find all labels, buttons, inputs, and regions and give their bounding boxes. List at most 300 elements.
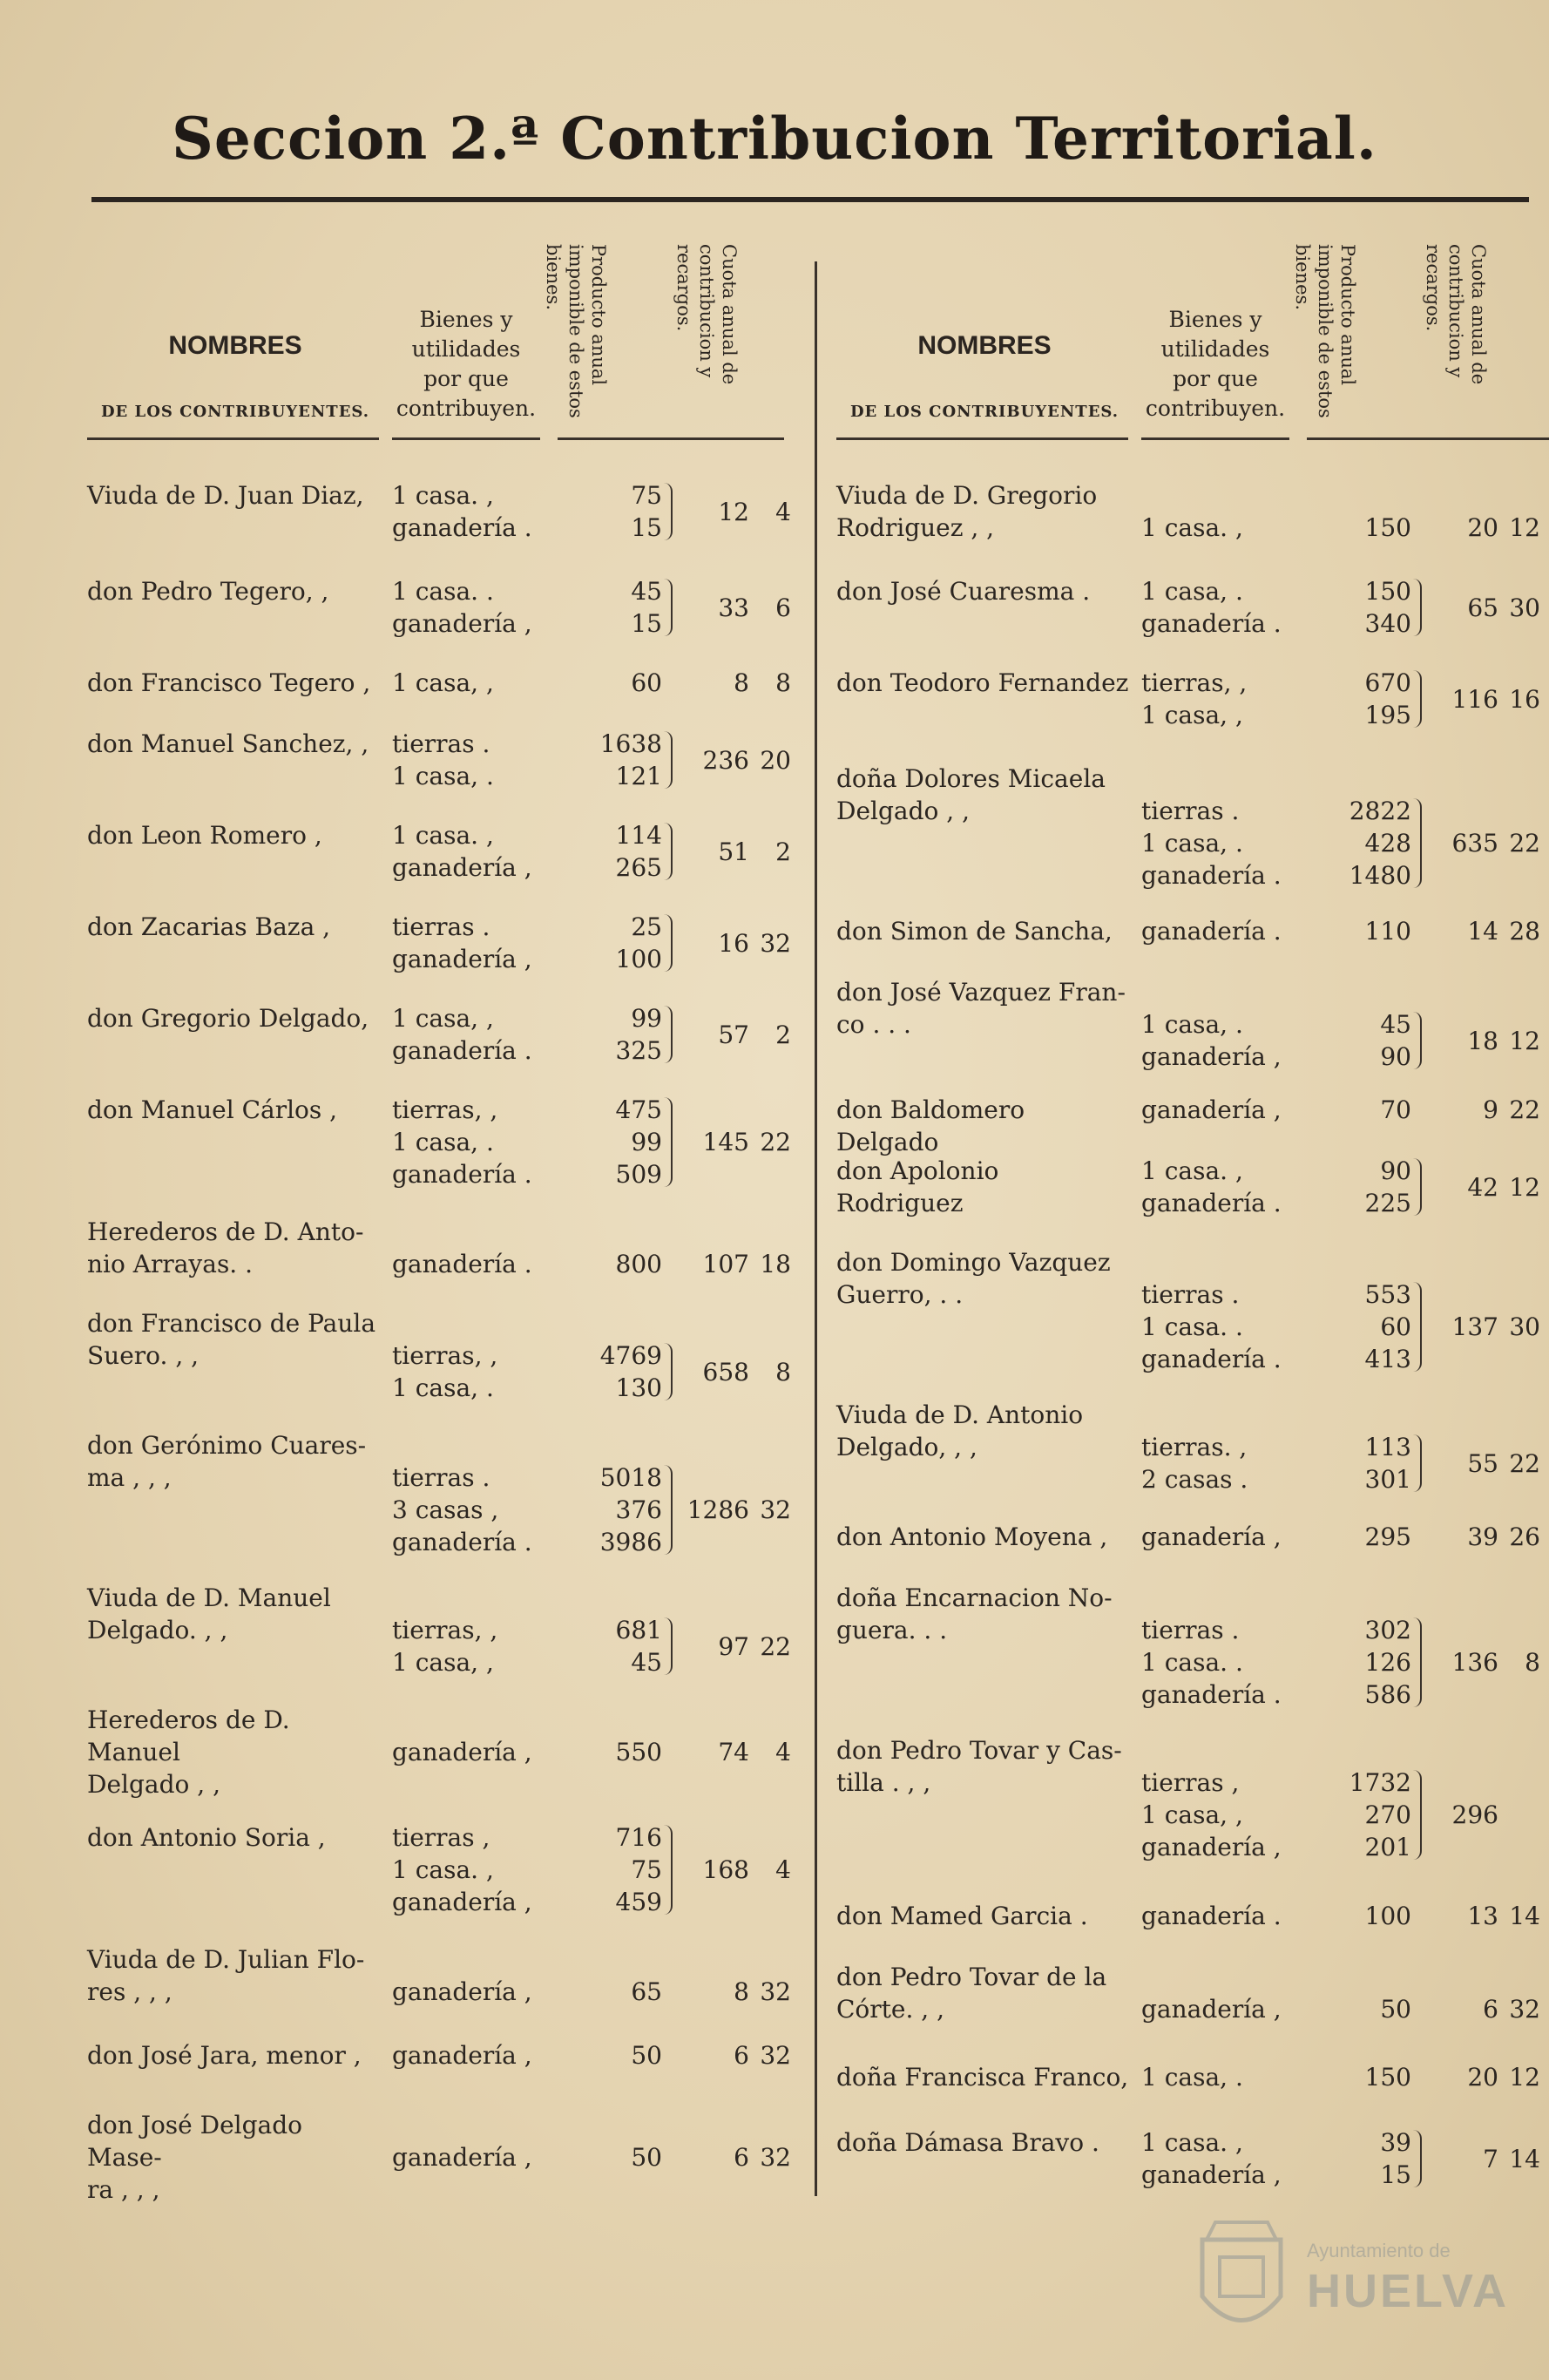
quota-main: 97: [718, 1631, 749, 1661]
property-item: 1 casa, .: [392, 762, 494, 790]
brace-mark: [1413, 1282, 1422, 1372]
property-item: tierras .: [1141, 1280, 1240, 1309]
brace-mark: [664, 914, 673, 972]
contributor-name-line: don Gregorio Delgado,: [87, 1004, 369, 1033]
contributor-name-line: don Apolonio Rodriguez: [836, 1156, 999, 1217]
watermark: [1194, 2214, 1525, 2353]
contributor-name-line: Córte. , ,: [836, 1995, 944, 2024]
contributor-name: [87, 1582, 383, 1646]
quota-fraction: 30: [1509, 593, 1540, 622]
contributor-name-line: Delgado, , ,: [836, 1433, 977, 1461]
product-value: 65: [631, 1977, 662, 2006]
property-item: ganadería .: [1141, 1902, 1282, 1930]
product-value: 15: [1380, 2160, 1411, 2189]
brace-mark: [1413, 1158, 1422, 1216]
product-values: [1307, 763, 1411, 892]
property-list: [392, 1094, 549, 1190]
property-item: 1 casa, ,: [392, 1648, 494, 1677]
quota-fraction: 16: [1509, 684, 1540, 714]
watermark-line2: HUELVA: [1307, 2265, 1509, 2317]
property-item: ganadería .: [1141, 1680, 1282, 1709]
product-value: 75: [631, 481, 662, 510]
contributor-name: [87, 2109, 383, 2206]
contributor-name: [836, 1734, 1133, 1799]
title-rule: [91, 197, 1529, 202]
property-item: 1 casa. ,: [1141, 513, 1243, 542]
contributor-name-line: Herederos de D. Manuel: [87, 1705, 290, 1766]
product-values: [1307, 2061, 1411, 2093]
product-value: 130: [615, 1373, 662, 1402]
property-item: [1141, 1734, 1298, 1766]
product-values: [1307, 1246, 1411, 1375]
property-item: ganadería ,: [1141, 1042, 1282, 1071]
property-item: tierras, ,: [392, 1616, 498, 1644]
contributor-name: [87, 1429, 383, 1494]
property-list: [392, 1429, 549, 1558]
product-values: [1307, 2126, 1411, 2191]
property-list: [392, 479, 549, 544]
quota-main: 51: [718, 837, 749, 866]
property-item: 1 casa, .: [392, 1128, 494, 1156]
brace-mark: [1413, 1434, 1422, 1492]
quota-fraction: 30: [1509, 1312, 1540, 1341]
quota-main: 42: [1467, 1172, 1498, 1202]
contributor-name: [87, 2039, 383, 2071]
quota-fraction: 8: [1525, 1648, 1540, 1677]
property-item: ganadería ,: [392, 1977, 532, 2006]
product-values: [1307, 915, 1411, 947]
product-value: 60: [631, 668, 662, 697]
property-item: tierras, ,: [1141, 668, 1248, 697]
quota-main: 55: [1467, 1448, 1498, 1478]
product-value: 1638: [599, 729, 662, 758]
brace-mark: [664, 823, 673, 880]
quota-main: 13: [1467, 1902, 1498, 1930]
property-list: [1141, 1582, 1298, 1711]
quota-main: 18: [1467, 1026, 1498, 1055]
product-value: 295: [1364, 1522, 1411, 1551]
product-value: [1307, 1399, 1411, 1431]
property-list: [1141, 479, 1298, 544]
product-value: 459: [615, 1888, 662, 1916]
contributor-name: [87, 1704, 383, 1800]
header-names-sub: DE LOS CONTRIBUYENTES.: [100, 403, 370, 421]
quota-main: 658: [702, 1357, 749, 1387]
quota-fraction: 28: [1509, 917, 1540, 946]
quota-fraction: 6: [775, 593, 791, 622]
property-item: tierras, ,: [392, 1095, 498, 1124]
product-values: [558, 819, 662, 884]
property-item: ganadería ,: [392, 2143, 532, 2172]
property-list: [1141, 1155, 1298, 1219]
quota-main: 8: [734, 1977, 749, 2006]
property-item: ganadería .: [1141, 861, 1282, 890]
contributor-name-line: Viuda de D. Juan Diaz,: [87, 481, 364, 510]
contributor-name-line: don Pedro Tegero, ,: [87, 577, 329, 606]
contributor-name: [87, 575, 383, 607]
property-item: ganadería .: [1141, 1189, 1282, 1217]
quota-fraction: 32: [760, 928, 791, 958]
product-values: [1307, 1399, 1411, 1495]
property-item: 1 casa. ,: [392, 481, 494, 510]
brace-mark: [1413, 798, 1422, 888]
property-item: ganadería ,: [1141, 1995, 1282, 2024]
brace-mark: [1413, 1012, 1422, 1069]
quota-main: 296: [1451, 1800, 1498, 1829]
property-item: tierras ,: [392, 1823, 490, 1852]
contributor-name: [87, 728, 383, 760]
product-value: 553: [1364, 1280, 1411, 1309]
contributor-name-line: Herederos de D. Anto-: [87, 1217, 364, 1246]
brace-mark: [664, 1617, 673, 1675]
property-item: ganadería ,: [392, 2041, 532, 2070]
property-item: ganadería .: [392, 513, 532, 542]
brace-mark: [1413, 1617, 1422, 1707]
product-value: 100: [1364, 1902, 1411, 1930]
contributor-name: [836, 1246, 1133, 1311]
product-value: 50: [631, 2041, 662, 2070]
property-item: tierras .: [392, 912, 490, 941]
contributor-name: [87, 1002, 383, 1034]
property-item: ganadería ,: [1141, 2160, 1282, 2189]
quota-main: 236: [702, 745, 749, 775]
contributor-name-line: don Antonio Soria ,: [87, 1823, 326, 1852]
quota-fraction: 32: [760, 2143, 791, 2172]
contributor-name-line: Viuda de D. Gregorio: [836, 481, 1098, 510]
contributor-name-line: Delgado. , ,: [87, 1616, 228, 1644]
quota-main: 33: [718, 593, 749, 622]
quota-fraction: 2: [775, 1020, 791, 1049]
property-item: 1 casa, ,: [392, 1004, 494, 1033]
property-item: tierras .: [1141, 797, 1240, 825]
property-item: 3 casas ,: [392, 1495, 499, 1524]
page-title: Seccion 2.ª Contribucion Territorial.: [172, 105, 1377, 173]
quota-fraction: 14: [1509, 2144, 1540, 2173]
product-values: [558, 575, 662, 640]
header-cuota: Cuota anual de contribucion y recargos.: [1423, 244, 1489, 385]
brace-mark: [1413, 670, 1422, 728]
quota-main: 107: [702, 1250, 749, 1278]
quota-main: 635: [1451, 829, 1498, 858]
property-list: [392, 2039, 549, 2071]
quota-fraction: 14: [1509, 1902, 1540, 1930]
contributor-name: [836, 667, 1133, 699]
product-value: 325: [615, 1036, 662, 1065]
quota-main: 6: [1483, 1995, 1498, 2024]
contributor-name-line: Viuda de D. Manuel: [87, 1583, 331, 1612]
property-item: ganadería ,: [392, 945, 532, 973]
property-item: [392, 1429, 549, 1461]
product-value: 45: [631, 577, 662, 606]
quota-main: 16: [718, 928, 749, 958]
property-list: [392, 1821, 549, 1918]
left-column-header: [87, 209, 802, 446]
header-names-sub: DE LOS CONTRIBUYENTES.: [849, 403, 1119, 421]
quota-main: 136: [1451, 1648, 1498, 1677]
product-value: [558, 2109, 662, 2141]
property-item: ganadería ,: [1141, 1833, 1282, 1861]
contributor-name: [836, 1582, 1133, 1646]
right-column-header: [836, 209, 1549, 446]
contributor-name-line: don Pedro Tovar de la: [836, 1963, 1107, 1991]
contributor-name: [836, 479, 1133, 544]
property-list: [1141, 1521, 1298, 1553]
property-item: 1 casa. .: [392, 577, 494, 606]
product-values: [558, 667, 662, 699]
property-item: ganadería ,: [1141, 1522, 1282, 1551]
header-cuota: Cuota anual de contribucion y recargos.: [673, 244, 740, 385]
property-item: 1 casa. ,: [392, 821, 494, 850]
quota-fraction: 12: [1509, 2063, 1540, 2092]
quota-fraction: 8: [775, 1357, 791, 1387]
quota-fraction: 22: [760, 1128, 791, 1156]
property-list: [392, 1002, 549, 1067]
property-list: [1141, 2126, 1298, 2191]
contributor-name-line: doña Encarnacion No-: [836, 1583, 1113, 1612]
contributor-name-line: Delgado , ,: [87, 1770, 220, 1799]
product-values: [1307, 1900, 1411, 1932]
header-names: NOMBRES: [168, 331, 302, 360]
product-value: 150: [1364, 513, 1411, 542]
quota-fraction: 12: [1509, 1172, 1540, 1202]
product-value: 509: [615, 1160, 662, 1189]
contributor-name-line: don Domingo Vazquez: [836, 1248, 1111, 1277]
header-underline: [1141, 437, 1289, 440]
property-item: 1 casa, .: [1141, 1010, 1243, 1039]
contributor-name-line: Viuda de D. Julian Flo-: [87, 1945, 365, 1974]
product-value: 15: [631, 609, 662, 638]
quota-fraction: 22: [1509, 1095, 1540, 1124]
contributor-name: [87, 1943, 383, 2008]
header-bienes: Bienes y utilidades por que contribuyen.: [396, 307, 537, 421]
header-underline: [392, 437, 540, 440]
property-item: [392, 2109, 549, 2141]
contributor-name: [836, 1155, 1133, 1219]
quota-main: 116: [1451, 684, 1498, 714]
contributor-name-line: don Antonio Moyena ,: [836, 1522, 1108, 1551]
coat-of-arms-icon: [1194, 2214, 1289, 2344]
contributor-name-line: don Simon de Sancha,: [836, 917, 1113, 946]
contributor-name-line: don Teodoro Fernandez: [836, 668, 1129, 697]
property-item: ganadería ,: [392, 1738, 532, 1766]
product-values: [558, 2039, 662, 2071]
product-value: [1307, 1246, 1411, 1278]
property-item: 1 casa. ,: [1141, 2128, 1243, 2157]
contributor-name: [87, 911, 383, 943]
quota-fraction: 4: [775, 1738, 791, 1766]
product-value: 99: [631, 1128, 662, 1156]
property-list: [392, 1704, 549, 1768]
product-values: [558, 1943, 662, 2008]
product-values: [558, 911, 662, 975]
property-item: 2 casas .: [1141, 1465, 1248, 1494]
contributor-name-line: res , , ,: [87, 1977, 172, 2006]
brace-mark: [664, 1097, 673, 1187]
property-item: ganadería .: [392, 1036, 532, 1065]
product-value: [1307, 763, 1411, 795]
contributor-name: [87, 1216, 383, 1280]
contributor-name-line: don José Delgado Mase-: [87, 2111, 303, 2172]
quota-main: 20: [1467, 513, 1498, 542]
header-producto: Producto anual imponible de estos bienes.: [543, 244, 609, 418]
product-values: [1307, 479, 1411, 544]
brace-mark: [664, 1006, 673, 1063]
product-value: 265: [615, 853, 662, 882]
contributor-name: [87, 1821, 383, 1854]
property-list: [1141, 1734, 1298, 1863]
quota-main: 137: [1451, 1312, 1498, 1341]
product-value: [1307, 479, 1411, 512]
property-item: [1141, 479, 1298, 512]
quota-fraction: 12: [1509, 1026, 1540, 1055]
product-value: 99: [631, 1004, 662, 1033]
quota-fraction: 32: [1509, 1995, 1540, 2024]
product-value: [1307, 976, 1411, 1008]
contributor-name: [87, 667, 383, 699]
property-item: [392, 1216, 549, 1248]
property-item: tierras ,: [1141, 1768, 1240, 1797]
property-item: ganadería .: [392, 1528, 532, 1556]
property-item: ganadería .: [1141, 1345, 1282, 1373]
property-list: [392, 1582, 549, 1678]
contributor-name-line: doña Francisca Franco,: [836, 2063, 1129, 2092]
quota-main: 65: [1467, 593, 1498, 622]
header-producto: Producto anual imponible de estos bienes.: [1292, 244, 1358, 418]
contributor-name-line: don Manuel Sanchez, ,: [87, 729, 369, 758]
property-list: [392, 1307, 549, 1404]
product-value: 50: [631, 2143, 662, 2172]
property-item: 1 casa, .: [1141, 577, 1243, 606]
product-values: [558, 1582, 662, 1678]
property-item: 1 casa, .: [392, 1373, 494, 1402]
quota-main: 7: [1483, 2144, 1498, 2173]
product-value: 45: [1380, 1010, 1411, 1039]
quota-main: 145: [702, 1128, 749, 1156]
product-value: 75: [631, 1855, 662, 1884]
contributor-name-line: don Pedro Tovar y Cas-: [836, 1736, 1122, 1765]
property-item: ganadería .: [1141, 917, 1282, 946]
left-column: [87, 209, 802, 2214]
quota-main: 39: [1467, 1522, 1498, 1551]
property-list: [1141, 667, 1298, 731]
header-underline: [1307, 437, 1549, 440]
quota-fraction: 32: [760, 1495, 791, 1524]
property-list: [1141, 1961, 1298, 2025]
contributor-name: [836, 1094, 1133, 1158]
property-item: [1141, 1582, 1298, 1614]
property-item: [1141, 1399, 1298, 1431]
property-item: [1141, 976, 1298, 1008]
contributor-name-line: Delgado , ,: [836, 797, 970, 825]
contributor-name-line: doña Dámasa Bravo .: [836, 2128, 1099, 2157]
product-value: 150: [1364, 577, 1411, 606]
product-values: [558, 1821, 662, 1918]
property-list: [1141, 976, 1298, 1073]
product-value: [558, 1943, 662, 1976]
contributor-name-line: don José Cuaresma .: [836, 577, 1091, 606]
product-value: [1307, 1961, 1411, 1993]
header-underline: [558, 437, 784, 440]
product-value: 1732: [1349, 1768, 1411, 1797]
quota-main: 6: [734, 2041, 749, 2070]
product-value: 70: [1380, 1095, 1411, 1124]
property-item: [392, 1582, 549, 1614]
property-list: [392, 819, 549, 884]
product-values: [558, 1216, 662, 1280]
quota-main: 20: [1467, 2063, 1498, 2092]
quota-main: 9: [1483, 1095, 1498, 1124]
contributor-name: [836, 2061, 1133, 2093]
product-value: 4769: [599, 1341, 662, 1370]
header-bienes: Bienes y utilidades por que contribuyen.: [1145, 307, 1286, 421]
property-item: ganadería ,: [392, 609, 532, 638]
quota-fraction: 32: [760, 1977, 791, 2006]
contributor-name-line: don Mamed Garcia .: [836, 1902, 1088, 1930]
property-item: ganadería .: [1141, 609, 1282, 638]
property-item: 1 casa, .: [1141, 829, 1243, 858]
brace-mark: [664, 1343, 673, 1400]
contributor-name-line: don Francisco de Paula: [87, 1309, 376, 1338]
property-list: [392, 1216, 549, 1280]
brace-mark: [1413, 579, 1422, 636]
product-value: [558, 1216, 662, 1248]
property-list: [392, 911, 549, 975]
contributor-name-line: don Zacarias Baza ,: [87, 912, 331, 941]
product-value: 413: [1364, 1345, 1411, 1373]
product-value: 681: [615, 1616, 662, 1644]
brace-mark: [664, 483, 673, 540]
product-values: [1307, 575, 1411, 640]
product-value: 475: [615, 1095, 662, 1124]
contributor-name-line: Suero. , ,: [87, 1341, 200, 1370]
contributor-name-line: ra , , ,: [87, 2175, 160, 2204]
right-column: [836, 209, 1549, 2214]
property-list: [1141, 915, 1298, 947]
product-value: 302: [1364, 1616, 1411, 1644]
contributor-name: [87, 479, 383, 512]
product-values: [558, 1429, 662, 1558]
quota-fraction: 20: [760, 745, 791, 775]
property-item: ganadería .: [392, 1160, 532, 1189]
contributor-name: [87, 819, 383, 851]
quota-fraction: 22: [760, 1631, 791, 1661]
product-value: 2822: [1349, 797, 1411, 825]
contributor-name-line: doña Dolores Micaela: [836, 764, 1106, 793]
property-item: 1 casa, ,: [1141, 701, 1243, 729]
contributor-name: [836, 1399, 1133, 1463]
product-values: [558, 1704, 662, 1768]
property-item: 1 casa, .: [1141, 2063, 1243, 2092]
product-value: 376: [615, 1495, 662, 1524]
product-values: [1307, 1582, 1411, 1711]
contributor-name: [836, 1961, 1133, 2025]
brace-mark: [664, 731, 673, 789]
property-item: tierras, ,: [392, 1341, 498, 1370]
contributor-name-line: co . . .: [836, 1010, 911, 1039]
quota-main: 8: [734, 668, 749, 697]
product-value: 25: [631, 912, 662, 941]
contributor-name-line: ma , , ,: [87, 1463, 172, 1492]
contributor-name-line: Viuda de D. Antonio: [836, 1400, 1084, 1429]
property-item: ganadería .: [392, 1250, 532, 1278]
contributor-name-line: Rodriguez , ,: [836, 513, 995, 542]
product-values: [1307, 1961, 1411, 2025]
quota-main: 14: [1467, 917, 1498, 946]
product-value: [1307, 1734, 1411, 1766]
contributor-name-line: don Francisco Tegero ,: [87, 668, 371, 697]
property-item: ganadería ,: [392, 1888, 532, 1916]
property-item: [1141, 1961, 1298, 1993]
